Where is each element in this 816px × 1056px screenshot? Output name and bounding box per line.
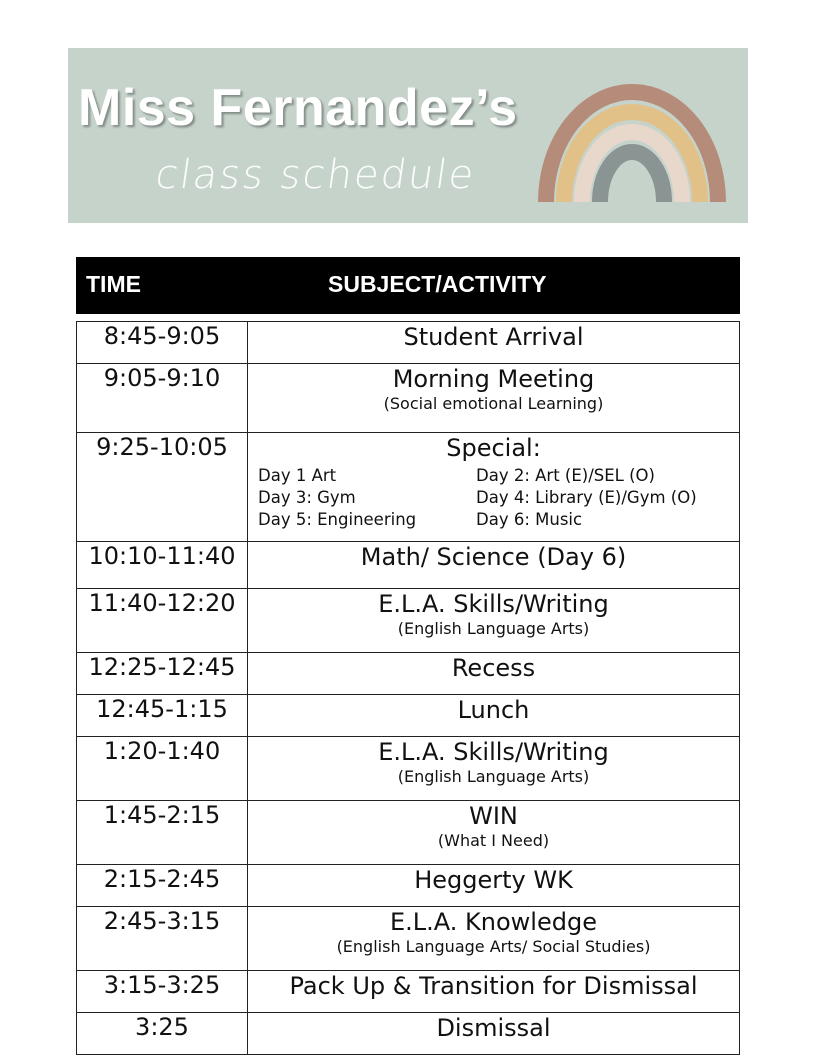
table-header	[76, 257, 740, 314]
table-row	[77, 322, 740, 364]
subject-cell	[248, 542, 740, 589]
subject-note: (English Language Arts)	[397, 619, 590, 638]
subject-label: Morning Meeting	[392, 365, 595, 393]
table-row	[77, 364, 740, 433]
time-cell: 2:45-3:15	[77, 907, 248, 971]
special-day: Day 5: Engineering	[258, 510, 417, 529]
time-cell: 8:45-9:05	[77, 322, 248, 364]
table-row	[77, 542, 740, 589]
table-row	[77, 801, 740, 865]
time-cell: 9:05-9:10	[77, 364, 248, 433]
rainbow-arc-inner	[600, 152, 664, 202]
time-cell: 2:15-2:45	[77, 865, 248, 907]
schedule-table	[76, 321, 740, 1055]
subject-cell	[248, 322, 740, 364]
subject-cell	[248, 971, 740, 1013]
time-cell: 1:45-2:15	[77, 801, 248, 865]
subject-label: Pack Up & Transition for Dismissal	[289, 972, 698, 1000]
time-cell: 10:10-11:40	[77, 542, 248, 589]
subject-cell	[248, 653, 740, 695]
table-row	[77, 907, 740, 971]
time-cell: 3:25	[77, 1013, 248, 1055]
rainbow-icon	[532, 70, 732, 210]
subject-label: Student Arrival	[403, 323, 584, 351]
table-row	[77, 653, 740, 695]
subject-cell	[248, 364, 740, 433]
subject-label: Recess	[451, 654, 536, 682]
subject-note: (English Language Arts)	[397, 767, 590, 786]
subject-label: E.L.A. Skills/Writing	[378, 738, 609, 766]
subject-note: (What I Need)	[437, 831, 550, 850]
table-row	[77, 433, 740, 542]
special-day: Day 1 Art	[258, 466, 337, 485]
subject-label: Special:	[446, 434, 541, 462]
subject-cell	[248, 1013, 740, 1055]
subject-label: Heggerty WK	[414, 866, 573, 894]
subject-cell	[248, 907, 740, 971]
header-time: TIME	[86, 271, 141, 297]
table-row	[77, 865, 740, 907]
header-subject: SUBJECT/ACTIVITY	[328, 271, 547, 297]
table-row	[77, 695, 740, 737]
special-day: Day 6: Music	[476, 510, 583, 529]
time-cell: 3:15-3:25	[77, 971, 248, 1013]
banner-subtitle: class schedule	[152, 152, 479, 198]
subject-cell	[248, 433, 740, 542]
subject-label: E.L.A. Skills/Writing	[378, 590, 609, 618]
subject-cell	[248, 695, 740, 737]
subject-label: E.L.A. Knowledge	[390, 908, 597, 936]
subject-label: Math/ Science (Day 6)	[360, 543, 627, 571]
special-day: Day 4: Library (E)/Gym (O)	[476, 488, 697, 507]
special-day: Day 2: Art (E)/SEL (O)	[476, 466, 655, 485]
banner-title: Miss Fernandez’s	[78, 79, 518, 137]
time-cell: 12:45-1:15	[77, 695, 248, 737]
subject-label: Lunch	[457, 696, 530, 724]
special-days-list	[248, 463, 739, 535]
time-cell: 11:40-12:20	[77, 589, 248, 653]
time-cell: 12:25-12:45	[77, 653, 248, 695]
subject-cell	[248, 801, 740, 865]
subject-label: Dismissal	[436, 1014, 551, 1042]
table-row	[77, 737, 740, 801]
table-row	[77, 971, 740, 1013]
special-day: Day 3: Gym	[258, 488, 356, 507]
subject-note: (English Language Arts/ Social Studies)	[336, 937, 651, 956]
table-row	[77, 1013, 740, 1055]
time-cell: 1:20-1:40	[77, 737, 248, 801]
subject-note: (Social emotional Learning)	[383, 394, 604, 413]
subject-cell	[248, 589, 740, 653]
table-row	[77, 589, 740, 653]
title-banner	[68, 48, 748, 223]
time-cell: 9:25-10:05	[77, 433, 248, 542]
subject-label: WIN	[469, 802, 518, 830]
subject-cell	[248, 737, 740, 801]
subject-cell	[248, 865, 740, 907]
